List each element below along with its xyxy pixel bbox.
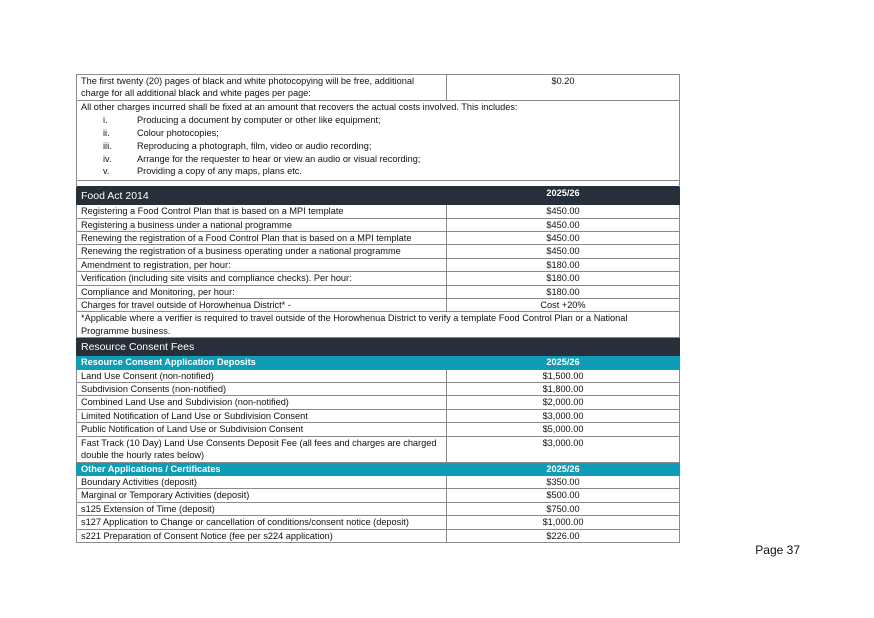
table-row: Land Use Consent (non-notified) $1,500.00: [77, 369, 680, 382]
table-row: Subdivision Consents (non-notified) $1,800.00: [77, 383, 680, 396]
table-row: Marginal or Temporary Activities (deposit) $500.00: [77, 489, 680, 502]
table-row: Fast Track (10 Day) Land Use Consents Deposit Fee (all fees and charges are charged double the hourly rates below) $3,000.00: [77, 436, 680, 462]
year-header: 2025/26: [447, 187, 680, 205]
food-act-header: [77, 187, 680, 205]
table-row: Combined Land Use and Subdivision (non-notified) $2,000.00: [77, 396, 680, 409]
other-charges-cell: [77, 100, 680, 180]
section-title: Resource Consent Fees: [77, 338, 447, 356]
table-row: Registering a Food Control Plan that is based on a MPI template $450.00: [77, 205, 680, 218]
page-number: Page 37: [755, 543, 800, 557]
list-item: i. Producing a document by computer or other like equipment;: [103, 115, 381, 126]
table-row: Renewing the registration of a Food Control Plan that is based on a MPI template $450.00: [77, 232, 680, 245]
year-header: 2025/26: [447, 462, 680, 475]
list-item: iv. Arrange for the requester to hear or view an audio or visual recording;: [103, 153, 421, 164]
table-row: s127 Application to Change or cancellation of conditions/consent notice (deposit) $1,000.00: [77, 516, 680, 529]
other-charges-list: [81, 114, 675, 178]
year-header: 2025/26: [447, 356, 680, 369]
table-row: Limited Notification of Land Use or Subdivision Consent $3,000.00: [77, 409, 680, 422]
table-row: Verification (including site visits and compliance checks). Per hour: $180.00: [77, 272, 680, 285]
table-row: Boundary Activities (deposit) $350.00: [77, 475, 680, 488]
other-charges-intro: All other charges incurred shall be fixed at an amount that recovers the actual costs involved. This includes:: [81, 101, 518, 112]
table-row: Compliance and Monitoring, per hour: $180.00: [77, 285, 680, 298]
table-row: Charges for travel outside of Horowhenua District* - Cost +20%: [77, 299, 680, 312]
table-row: Renewing the registration of a business operating under a national programme $450.00: [77, 245, 680, 258]
list-item: iii. Reproducing a photograph, film, video or audio recording;: [103, 140, 372, 151]
table-row: Registering a business under a national programme $450.00: [77, 218, 680, 231]
table-row: Amendment to registration, per hour: $180.00: [77, 258, 680, 271]
subsection-title: Resource Consent Application Deposits: [77, 356, 447, 369]
list-item: ii. Colour photocopies;: [103, 128, 219, 139]
subsection-title: Other Applications / Certificates: [77, 462, 447, 475]
list-item: v. Providing a copy of any maps, plans etc.: [103, 166, 302, 177]
row-value: $0.20: [447, 75, 680, 101]
food-act-note: *Applicable where a verifier is required to travel outside of the Horowhenua District to verify a template Food Control Plan or a National Programme business.: [77, 312, 680, 338]
table-row: s221 Preparation of Consent Notice (fee per s224 application) $226.00: [77, 529, 680, 542]
other-charges-row: [77, 100, 680, 180]
fees-table: [76, 74, 680, 543]
deposits-header: [77, 356, 680, 369]
table-row: Public Notification of Land Use or Subdivision Consent $5,000.00: [77, 423, 680, 436]
section-title: Food Act 2014: [77, 187, 447, 205]
row-label: The first twenty (20) pages of black and white photocopying will be free, additional charge for all additional black and white pages per page:: [77, 75, 447, 101]
table-row: s125 Extension of Time (deposit) $750.00: [77, 502, 680, 515]
photocopy-row: [77, 75, 680, 101]
food-act-note-row: [77, 312, 680, 338]
other-applications-header: [77, 462, 680, 475]
resource-consent-header: [77, 338, 680, 356]
